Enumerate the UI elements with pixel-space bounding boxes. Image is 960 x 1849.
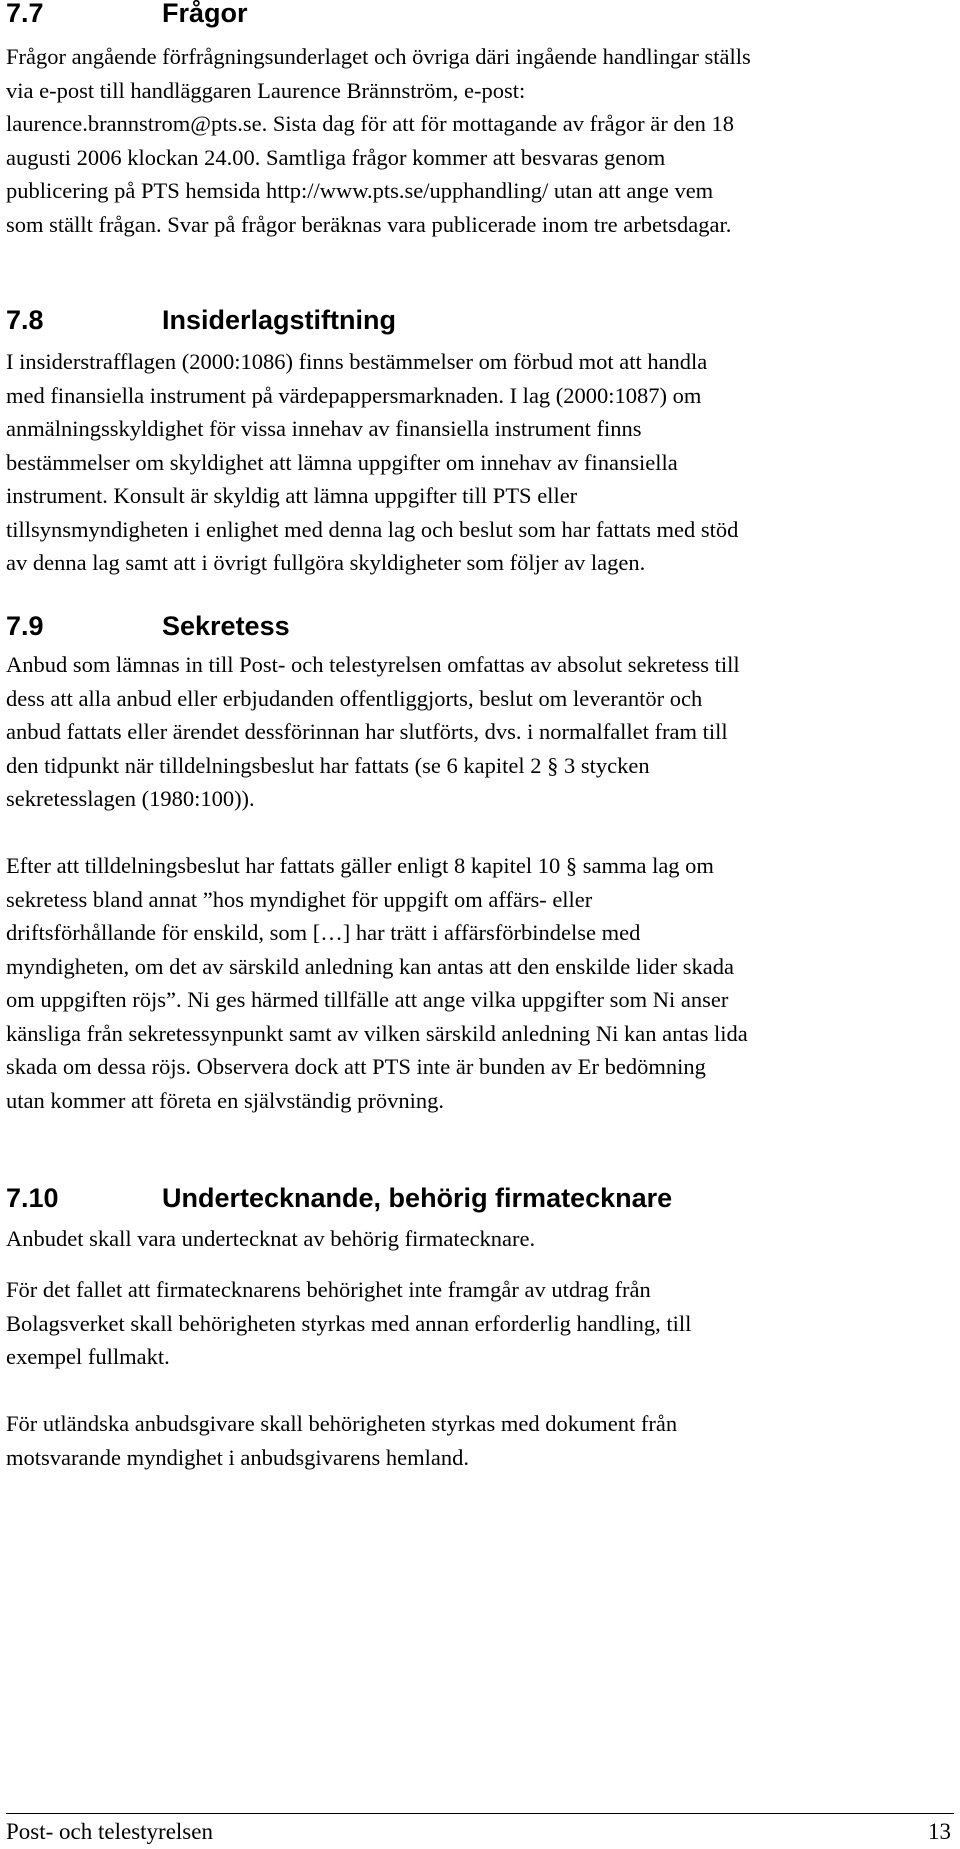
text-line: anbud fattats eller ärendet dessförinnan har slutförts, dvs. i normalfallet fram till [6, 719, 728, 744]
footer-organization: Post- och telestyrelsen [6, 1819, 213, 1844]
text-line: bestämmelser om skyldighet att lämna uppgifter om innehav av finansiella [6, 449, 678, 475]
text-line: den tidpunkt när tilldelningsbeslut har fattats (se 6 kapitel 2 § 3 stycken [6, 752, 650, 778]
text-line: laurence.brannstrom@pts.se. Sista dag för att för mottagande av frågor är den 18 [6, 111, 734, 136]
text-line: som ställt frågan. Svar på frågor beräknas vara publicerade inom tre arbetsdagar. [6, 211, 732, 237]
page-number: 13 [928, 1819, 951, 1844]
section-title: Sekretess [162, 611, 290, 641]
text-line: via e-post till handläggaren Laurence Brännström, e-post: [6, 77, 526, 103]
text-line: Efter att tilldelningsbeslut har fattats gäller enligt 8 kapitel 10 § samma lag om [6, 853, 714, 878]
paragraph [6, 345, 946, 580]
text-line: publicering på PTS hemsida http://www.pts.se/upphandling/ utan att ange vem [6, 178, 714, 203]
section-heading [6, 611, 290, 641]
section-number: 7.7 [6, 0, 44, 28]
paragraph [6, 1273, 946, 1374]
paragraph [6, 40, 946, 241]
section-heading [6, 1183, 672, 1213]
section-title: Frågor [162, 0, 248, 28]
paragraph [6, 849, 946, 1117]
text-line: känsliga från sekretessynpunkt samt av vilken särskild anledning Ni kan antas lida [6, 1020, 748, 1046]
section-number: 7.9 [6, 611, 44, 641]
text-line: om uppgiften röjs”. Ni ges härmed tillfälle att ange vilka uppgifter som Ni anser [6, 987, 729, 1012]
section-number: 7.10 [6, 1183, 59, 1213]
text-line: myndigheten, om det av särskild anledning kan antas att den enskilde lider skada [6, 953, 734, 979]
text-line: För det fallet att firmatecknarens behörighet inte framgår av utdrag från [6, 1277, 651, 1302]
section-title: Insiderlagstiftning [162, 305, 397, 335]
text-line: instrument. Konsult är skyldig att lämna uppgifter till PTS eller [6, 483, 578, 508]
text-line: dess att alla anbud eller erbjudanden offentliggjorts, beslut om leverantör och [6, 685, 703, 711]
text-line: tillsynsmyndigheten i enlighet med denna lag och beslut som har fattats med stöd [6, 516, 739, 542]
section-heading [6, 0, 248, 28]
text-line: anmälningsskyldighet för vissa innehav av finansiella instrument finns [6, 416, 642, 441]
text-line: med finansiella instrument på värdepappersmarknaden. I lag (2000:1087) om [6, 382, 702, 408]
text-line: driftsförhållande för enskild, som […] har trätt i affärsförbindelse med [6, 920, 641, 945]
paragraph [6, 1407, 946, 1474]
text-line: Anbudet skall vara undertecknat av behörig firmatecknare. [6, 1226, 536, 1251]
footer-divider [6, 1813, 954, 1814]
text-line: Anbud som lämnas in till Post- och telestyrelsen omfattas av absolut sekretess till [6, 652, 740, 677]
text-line: I insiderstrafflagen (2000:1086) finns bestämmelser om förbud mot att handla [6, 349, 708, 374]
text-line: utan kommer att företa en självständig prövning. [6, 1087, 445, 1113]
text-line: augusti 2006 klockan 24.00. Samtliga frågor kommer att besvaras genom [6, 144, 666, 170]
section-title: Undertecknande, behörig firmatecknare [162, 1183, 673, 1213]
paragraph [6, 648, 946, 816]
text-line: Bolagsverket skall behörigheten styrkas med annan erforderlig handling, till [6, 1310, 692, 1336]
text-line: av denna lag samt att i övrigt fullgöra skyldigheter som följer av lagen. [6, 550, 646, 575]
text-line: sekretesslagen (1980:100)). [6, 786, 255, 811]
text-line: Frågor angående förfrågningsunderlaget och övriga däri ingående handlingar ställs [6, 44, 751, 69]
text-line: skada om dessa röjs. Observera dock att PTS inte är bunden av Er bedömning [6, 1054, 706, 1079]
paragraph [6, 1222, 946, 1256]
text-line: exempel fullmakt. [6, 1344, 170, 1369]
section-heading [6, 305, 396, 335]
text-line: sekretess bland annat ”hos myndighet för uppgift om affärs- eller [6, 886, 593, 912]
text-line: För utländska anbudsgivare skall behörigheten styrkas med dokument från [6, 1411, 678, 1436]
text-line: motsvarande myndighet i anbudsgivarens hemland. [6, 1444, 470, 1470]
section-number: 7.8 [6, 305, 44, 335]
